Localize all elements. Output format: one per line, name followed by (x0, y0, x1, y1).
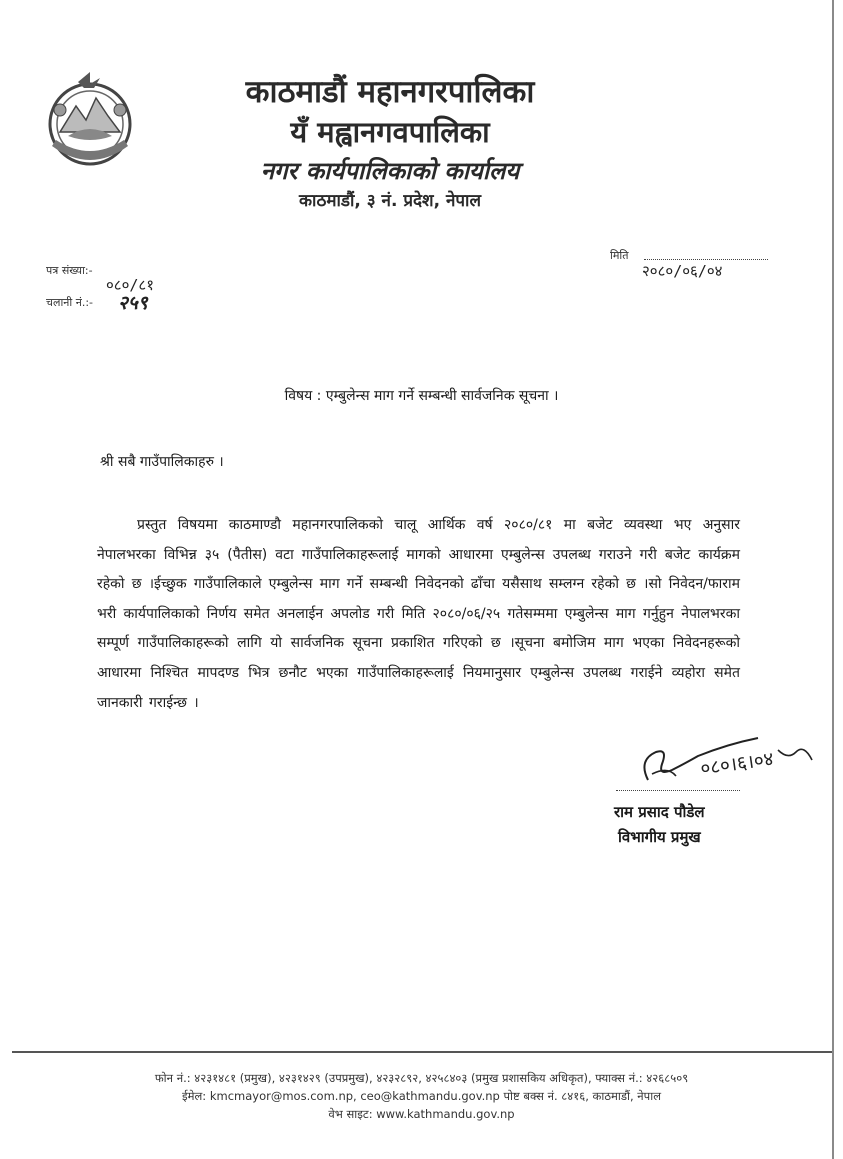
org-name-newari: यँ मह्वानगवपालिका (290, 115, 490, 149)
signatory-name: राम प्रसाद पौडेल (614, 803, 705, 821)
dispatch-number-value: २५९ (118, 292, 148, 314)
footer-phone: फोन नं.: ४२३१४८१ (प्रमुख), ४२३१४२९ (उपप्रमुख), ४२३२८९२, ४२५८४०३ (प्रमुख प्रशासकिय अधिकृत), फ्याक्स नं.: ४२६८५०९ (154, 1071, 689, 1085)
dispatch-number-label: चलानी नं.:- (46, 296, 94, 309)
office-name: नगर कार्यपालिकाको कार्यालय (260, 157, 520, 185)
footer-website: वेभ साइट: www.kathmandu.gov.np (328, 1107, 515, 1121)
signature-dotted-line (616, 790, 740, 791)
letter-number-value: ०८०/८१ (106, 276, 155, 294)
date-label: मिति (610, 249, 629, 262)
date-value: २०८०/०६/०४ (642, 262, 723, 280)
letter-number-label: पत्र संख्या:- (46, 264, 93, 277)
letter-subject: विषय : एम्बुलेन्स माग गर्ने सम्बन्धी सार्वजनिक सूचना । (284, 388, 559, 404)
signature-date: ०८०।६।०४ (698, 747, 775, 781)
org-name: काठमाडौं महानगरपालिका (245, 74, 535, 110)
footer-divider (12, 1051, 832, 1053)
footer-email: ईमेल: kmcmayor@mos.com.np, ceo@kathmandu.gov.np पोष्ट बक्स नं. ८४१६, काठमाडौं, नेपाल (181, 1089, 661, 1103)
page-edge-line (832, 0, 834, 1159)
date-dotted-line (644, 259, 768, 260)
letter-body: प्रस्तुत विषयमा काठमाण्डौ महानगरपालिकको चालू आर्थिक वर्ष २०८०/८१ मा बजेट व्यवस्था भए अनुसार नेपालभरका विभिन्न ३५ (पैतीस) वटा गाउँपालिकाहरूलाई मागको आधारमा एम्बुलेन्स उपलब्ध गराउने गरी बजेट कार्यक्रम रहेको छ ।ईच्छुक गाउँपालिकाले एम्बुलेन्स माग गर्ने सम्बन्धी निवेदनको ढाँचा यसैसाथ सम्लग्न रहेको छ ।सो निवेदन/फाराम भरी कार्यपालिकाको निर्णय समेत अनलाईन अपलोड गरी मिति २०८०/०६/२५ गतेसम्ममा एम्बुलेन्स माग गर्नुहुन नेपालभरका सम्पूर्ण गाउँपालिकाहरूको लागि यो सार्वजनिक सूचना प्रकाशित गरिएको छ ।सूचना बमोजिम माग भएका निवेदनहरूको आधारमा निश्चित मापदण्ड भित्र छनौट भएका गाउँपालिकाहरूलाई नियमानुसार एम्बुलेन्स उपलब्ध गराईने व्यहोरा समेत जानकारी गराईन्छ । (97, 517, 740, 711)
signatory-title: विभागीय प्रमुख (618, 828, 701, 846)
coat-of-arms-emblem (38, 70, 142, 174)
salutation: श्री सबै गाउँपालिकाहरु । (100, 454, 224, 470)
office-address: काठमाडौं, ३ नं. प्रदेश, नेपाल (298, 191, 481, 211)
